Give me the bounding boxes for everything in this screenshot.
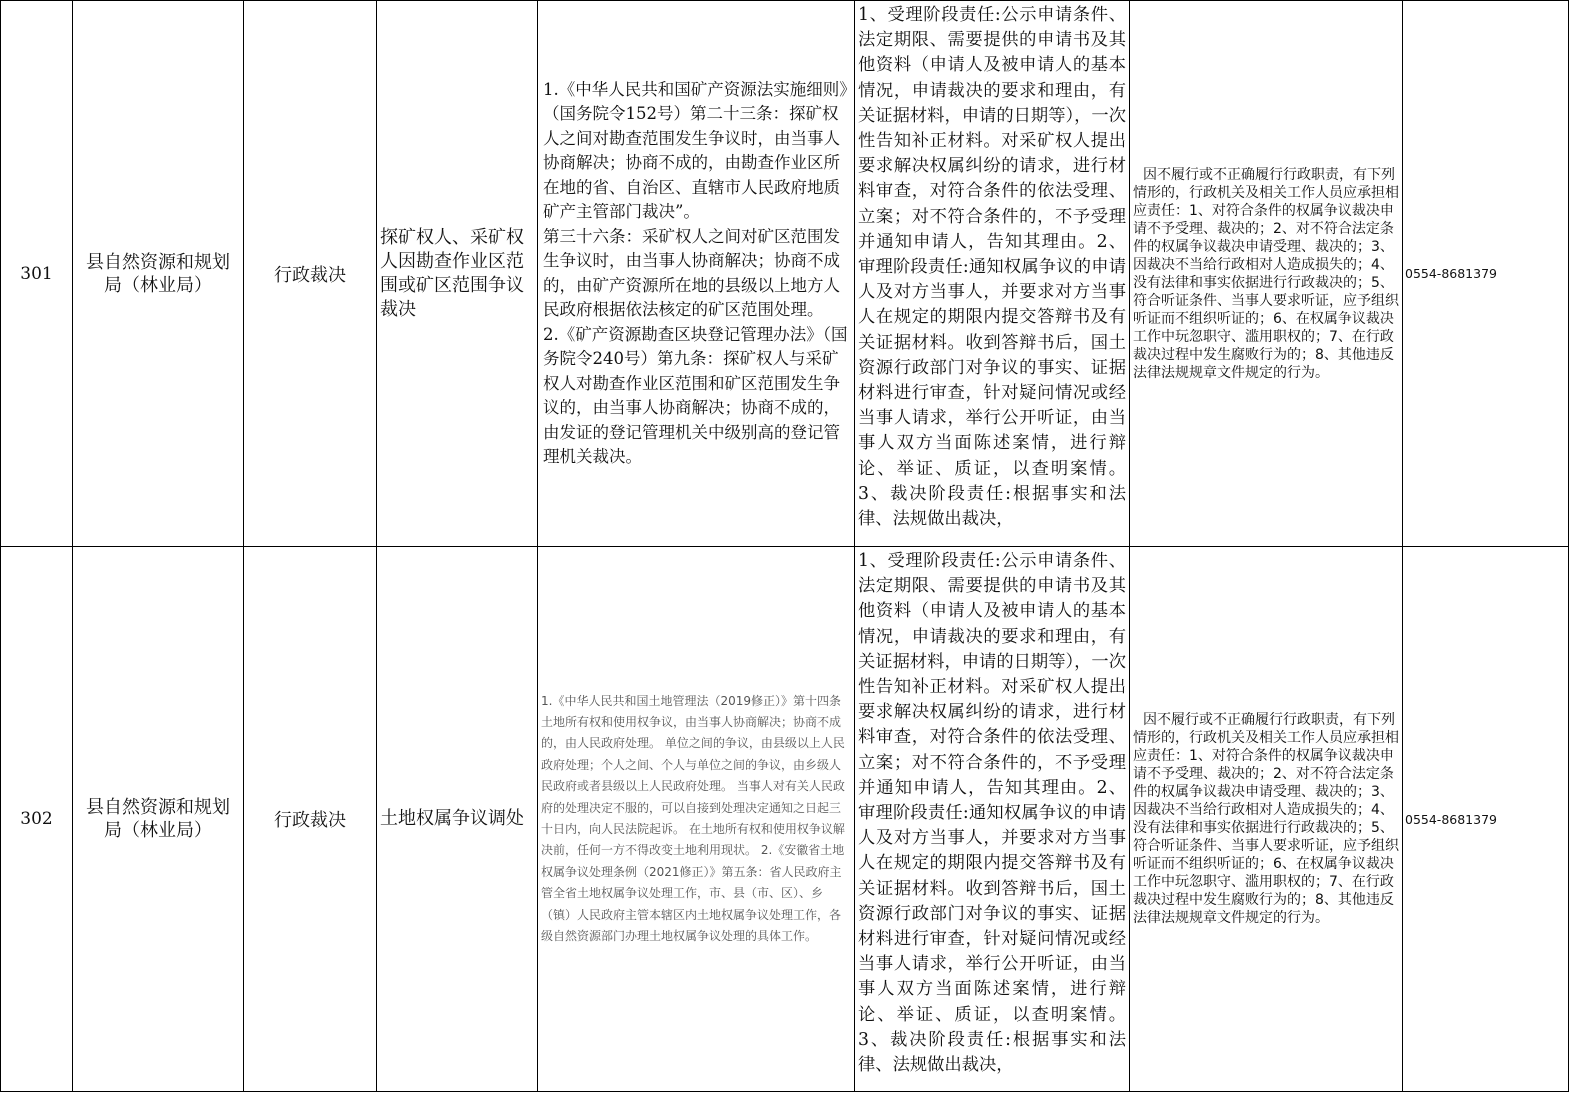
department-text: 县自然资源和规划局（林业局）: [86, 251, 230, 296]
category-cell[interactable]: [244, 547, 377, 1092]
department-text: 县自然资源和规划局（林业局）: [86, 797, 230, 841]
row-number: 301: [20, 263, 53, 284]
row-number-cell[interactable]: [1, 1, 73, 547]
table-row: [1, 547, 1569, 1092]
legal-basis-cell[interactable]: [538, 1, 855, 547]
phone-cell[interactable]: [1403, 547, 1569, 1092]
legal-basis-text: 1.《中华人民共和国矿产资源法实施细则》（国务院令152号）第二十三条：探矿权人之间对勘查范围发生争议时，由当事人协商解决；协商不成的，由勘查作业区所在地的省、自治区、直辖市人民政府地质矿产主管部门裁决”。 第三十六条：采矿权人之间对矿区范围发生争议时，由当事人协商解决；协商不成的，由矿产资源所在地的县级以上地方人民政府根据依法核定的矿区范围处理。 2.《矿产资源勘查区块登记管理办法》（国务院令240号）第九条：探矿权人与采矿权人对勘查作业区范围和矿区范围发生争议的，由当事人协商解决；协商不成的，由发证的登记管理机关中级别高的登记管理机关裁决。: [543, 79, 848, 466]
matter-cell[interactable]: [377, 547, 538, 1092]
category-cell[interactable]: [244, 1, 377, 547]
accountability-cell[interactable]: [1130, 547, 1403, 1092]
matter-text: 探矿权人、采矿权人因勘查作业区范围或矿区范围争议裁决: [380, 226, 524, 320]
table-row: [1, 1, 1569, 547]
accountability-text: 因不履行或不正确履行行政职责，有下列情形的，行政机关及相关工作人员应承担相应责任：1、对符合条件的权属争议裁决申请不予受理、裁决的；2、对不符合法定条件的权属争议裁决申请受理、裁决的；3、因裁决不当给行政相对人造成损失的；4、没有法律和事实依据进行行政裁决的；5、符合听证条件、当事人要求听证，应予组织听证而不组织听证的；6、在权属争议裁决工作中玩忽职守、滥用职权的；7、在行政裁决过程中发生腐败行为的；8、其他违反法律法规规章文件规定的行为。: [1133, 712, 1399, 926]
category-text: 行政裁决: [274, 264, 346, 286]
legal-basis-cell[interactable]: [538, 547, 855, 1092]
matter-cell[interactable]: [377, 1, 538, 547]
responsibility-cell[interactable]: [855, 1, 1130, 547]
matter-text: 土地权属争议调处: [380, 808, 524, 829]
row-number-cell[interactable]: [1, 547, 73, 1092]
responsibility-text: 1、受理阶段责任:公示申请条件、法定期限、需要提供的申请书及其他资料（申请人及被申请人的基本情况，申请裁决的要求和理由，有关证据材料，申请的日期等），一次性告知补正材料。对采矿权人提出要求解决权属纠纷的请求，进行材料审查，对符合条件的依法受理、立案；对不符合条件的，不予受理并通知申请人，告知其理由。2、审理阶段责任:通知权属争议的申请人及对方当事人，并要求对方当事人在规定的期限内提交答辩书及有关证据材料。收到答辩书后，国土资源行政部门对争议的事实、证据材料进行审查，针对疑问情况或经当事人请求，举行公开听证，由当事人双方当面陈述案情，进行辩论、举证、质证，以查明案情。3、裁决阶段责任:根据事实和法律、法规做出裁决，: [858, 551, 1126, 1076]
row-number: 302: [20, 809, 53, 829]
phone-cell[interactable]: [1403, 1, 1569, 547]
responsibility-text: 1、受理阶段责任:公示申请条件、法定期限、需要提供的申请书及其他资料（申请人及被申请人的基本情况，申请裁决的要求和理由，有关证据材料，申请的日期等），一次性告知补正材料。对采矿权人提出要求解决权属纠纷的请求，进行材料审查，对符合条件的依法受理、立案；对不符合条件的，不予受理并通知申请人，告知其理由。2、审理阶段责任:通知权属争议的申请人及对方当事人，并要求对方当事人在规定的期限内提交答辩书及有关证据材料。收到答辩书后，国土资源行政部门对争议的事实、证据材料进行审查，针对疑问情况或经当事人请求，举行公开听证，由当事人双方当面陈述案情，进行辩论、举证、质证，以查明案情。3、裁决阶段责任:根据事实和法律、法规做出裁决，: [858, 5, 1126, 530]
phone-text: 0554-8681379: [1405, 266, 1497, 281]
responsibility-cell[interactable]: [855, 547, 1130, 1092]
accountability-cell[interactable]: [1130, 1, 1403, 547]
department-cell[interactable]: [73, 547, 244, 1092]
phone-text: 0554-8681379: [1405, 811, 1497, 827]
legal-basis-text: 1.《中华人民共和国土地管理法（2019修正）》第十四条土地所有权和使用权争议，由当事人协商解决；协商不成的，由人民政府处理。 单位之间的争议，由县级以上人民政府处理；个人之间、个人与单位之间的争议，由乡级人民政府或者县级以上人民政府处理。 当事人对有关人民政府的处理决定不服的，可以自接到处理决定通知之日起三十日内，向人民法院起诉。 在土地所有权和使用权争议解决前，任何一方不得改变土地利用现状。 2.《安徽省土地权属争议处理条例（2021修正）》第五条：省人民政府主管全省土地权属争议处理工作，市、县（市、区）、乡（镇）人民政府主管本辖区内土地权属争议处理工作，各级自然资源部门办理土地权属争议处理的具体工作。: [541, 693, 845, 944]
department-cell[interactable]: [73, 1, 244, 547]
accountability-text: 因不履行或不正确履行行政职责，有下列情形的，行政机关及相关工作人员应承担相应责任：1、对符合条件的权属争议裁决申请不予受理、裁决的；2、对不符合法定条件的权属争议裁决申请受理、裁决的；3、因裁决不当给行政相对人造成损失的；4、没有法律和事实依据进行行政裁决的；5、符合听证条件、当事人要求听证，应予组织听证而不组织听证的；6、在权属争议裁决工作中玩忽职守、滥用职权的；7、在行政裁决过程中发生腐败行为的；8、其他违反法律法规规章文件规定的行为。: [1133, 166, 1399, 381]
category-text: 行政裁决: [274, 810, 346, 831]
